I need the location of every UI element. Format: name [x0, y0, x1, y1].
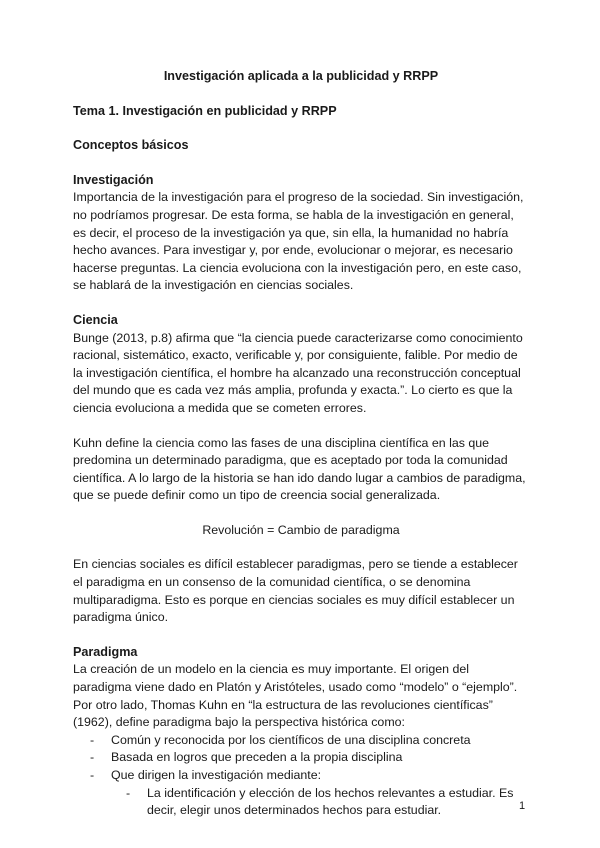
ciencia-paragraph-3: En ciencias sociales es difícil establecer paradigmas, pero se tiende a establecer el paradigma en un consenso de la comunidad científica, o se denomina multiparadigma. Esto es porque en ciencias sociales es muy difícil establecer un paradigma único. [73, 557, 518, 625]
sub-list-item: - La identificación y elección de los hechos relevantes a estudiar. Es decir, elegir unos determinados hechos para estudiar. [109, 785, 529, 820]
paradigma-heading: Paradigma [73, 644, 138, 659]
conceptos-heading: Conceptos básicos [73, 138, 189, 153]
list-item: - Común y reconocida por los científicos de una disciplina concreta [73, 732, 529, 750]
list-item: - Que dirigen la investigación mediante: [73, 767, 529, 785]
ciencia-paragraph-1: Bunge (2013, p.8) afirma que “la ciencia puede caracterizarse como conocimiento racional, sistemático, exacto, verificable y, por consiguiente, falible. Por medio de la investigación científica, el hombre ha alcanzado una reconstrucción conceptual del mundo que es cada vez más amplia, profunda y exacta.”. Lo cierto es que la ciencia evoluciona a medida que se cometen errores. [73, 330, 523, 415]
paradigma-list [73, 732, 529, 785]
list-item: - Basada en logros que preceden a la propia disciplina [73, 749, 529, 767]
section-paradigma [73, 644, 529, 820]
investigacion-paragraph: Importancia de la investigación para el progreso de la sociedad. Sin investigación, no podríamos progresar. De esta forma, se habla de la investigación en general, es decir, el proceso de la investigación ya que, sin ella, la humanidad no habría hecho avances. Para investigar y, por ende, evolucionar o mejorar, es necesario hacerse preguntas. La ciencia evoluciona con la investigación pero, en este caso, se hablará de la investigación en ciencias sociales. [73, 190, 524, 293]
ciencia-paragraph-2: Kuhn define la ciencia como las fases de una disciplina científica en las que predomina un determinado paradigma, que es aceptado por toda la comunidad científica. A lo largo de la historia se han ido dando lugar a cambios de paradigma, que se puede definir como un tipo de creencia social generalizada. [73, 435, 526, 503]
investigacion-heading: Investigación [73, 172, 154, 187]
document-page [73, 68, 529, 820]
paradigma-sublist [109, 785, 529, 820]
tema-heading: Tema 1. Investigación en publicidad y RRPP [73, 103, 337, 118]
section-investigacion [73, 172, 529, 295]
ciencia-heading: Ciencia [73, 312, 118, 327]
document-title: Investigación aplicada a la publicidad y RRPP [163, 69, 439, 83]
paradigma-paragraph: La creación de un modelo en la ciencia es muy importante. El origen del paradigma viene dado en Platón y Aristóteles, usado como “modelo” o “ejemplo”. Por otro lado, Thomas Kuhn en “la estructura de las revoluciones científicas” (1962), define paradigma bajo la perspectiva histórica como: [73, 662, 518, 730]
revolucion-formula: Revolución = Cambio de paradigma [202, 522, 400, 537]
page-number: 1 [519, 800, 526, 812]
section-ciencia [73, 312, 529, 627]
